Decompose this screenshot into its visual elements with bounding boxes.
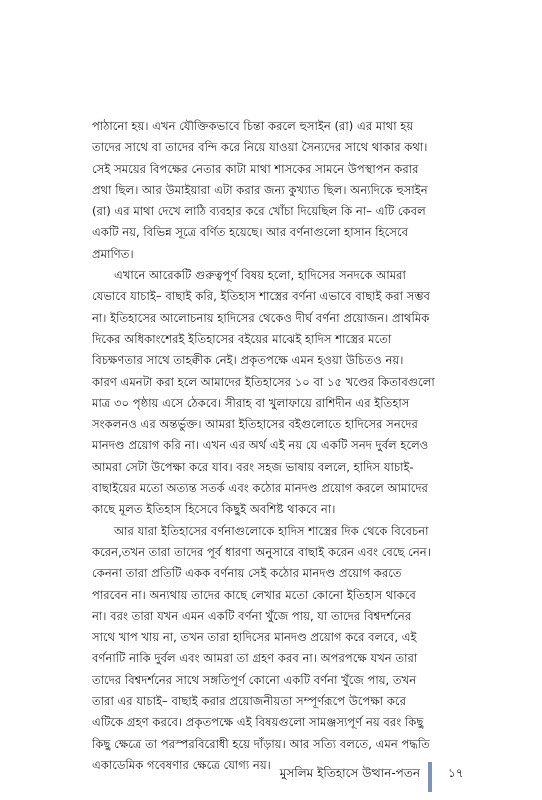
text-line: এটিকে গ্রহণ করবে। প্রকৃতপক্ষে এই বিষয়গুলো সামঞ্জস্যপূর্ণ নয় বরং কিছু xyxy=(92,715,424,730)
body-text xyxy=(92,116,449,776)
text-line: মাত্র ৩০ পৃষ্ঠায় এসে ঠেকবে। সীরাহ বা খুলাফায়ে রাশিদীন এর ইতিহাস xyxy=(92,395,410,410)
text-line: পারবেন না। অন্যথায় তাদের কাছে লেখার মতো কোনো ইতিহাস থাকবে xyxy=(92,587,416,602)
text-line: আর যারা ইতিহাসের বর্ণনাগুলোকে হাদিস শাস্ত্রের দিক থেকে বিবেচনা xyxy=(114,523,429,538)
page-footer xyxy=(0,762,542,786)
text-line: করেন,তখন তারা তাদের পূর্ব ধারণা অনুসারে বাছাই করেন এবং বেছে নেন। xyxy=(92,544,431,559)
text-line: না। বরং তারা যখন এমন একটি বর্ণনা খুঁজে পায়, যা তাদের বিশ্বদর্শনের xyxy=(92,608,412,623)
text-line: বর্ণনাটি নাকি দুর্বল এবং আমরা তা গ্রহণ করব না। অপরপক্ষে যখন তারা xyxy=(92,651,418,666)
text-line: তাদের সাথে বা তাদের বন্দি করে নিয়ে যাওয়া সৈন্যদের সাথে থাকার কথা। xyxy=(92,140,428,155)
text-line: কারণ এমনটা করা হলে আমাদের ইতিহাসের ১০ বা ১৫ খণ্ডের কিতাবগুলো xyxy=(92,374,435,389)
text-line: একাডেমিক গবেষণার ক্ষেত্রে যোগ্য নয়। xyxy=(92,757,271,772)
text-line: এখানে আরেকটি গুরুত্বপূর্ণ বিষয় হলো, হাদিসের সনদকে আমরা xyxy=(114,268,406,283)
text-line: না। ইতিহাসের আলোচনায় হাদিসের থেকেও দীর্ঘ বর্ণনা প্রয়োজন। প্রাথমিক xyxy=(92,310,430,325)
paragraph-1 xyxy=(92,116,449,265)
paragraph-3 xyxy=(92,521,449,777)
text-line: প্রমাণিত। xyxy=(92,246,134,261)
paragraph-2 xyxy=(92,265,449,521)
footer-divider xyxy=(428,762,432,792)
text-line: বিচক্ষণতার সাথে তাহক্বীক নেই। প্রকৃতপক্ষে এমন হওয়া উচিতও নয়। xyxy=(92,353,404,368)
text-line: সাথে খাপ খায় না, তখন তারা হাদিসের মানদণ্ড প্রয়োগ করে বলবে, এই xyxy=(92,630,417,645)
text-line: তারা এর যাচাই– বাছাই করার প্রয়োজনীয়তা সম্পূর্ণরূপে উপেক্ষা করে xyxy=(92,694,406,709)
text-line: কিছু ক্ষেত্রে তা পরস্পরবিরোধী হয়ে দাঁড়ায়। আর সত্যি বলতে, এমন পদ্ধতি xyxy=(92,736,430,751)
text-line: মানদণ্ড প্রয়োগ করি না। এখন এর অর্থ এই নয় যে একটি সনদ দুর্বল হলেও xyxy=(92,438,429,453)
text-line: সংকলনও এর অন্তর্ভুক্ত। আমরা ইতিহাসের বইগুলোতে হাদিসের সনদের xyxy=(92,417,418,432)
text-line: (রা) এর মাথা দেখে লাঠি ব্যবহার করে খোঁচা দিয়েছিল কি না– এটি কেবল xyxy=(92,204,426,219)
text-line: দিকের অধিকাংশেরই ইতিহাসের বইয়ের মাঝেই হাদিস শাস্ত্রের মতো xyxy=(92,331,392,346)
text-line: কাছে মূলত ইতিহাস হিসেবে কিছুই অবশিষ্ট থাকবে না। xyxy=(92,502,336,517)
text-line: সেই সময়ের বিপক্ষের নেতার কাটা মাথা শাসকের সামনে উপস্থাপন করার xyxy=(92,161,419,176)
text-line: কেননা তারা প্রতিটি একক বর্ণনায় সেই কঠোর মানদণ্ড প্রয়োগ করতে xyxy=(92,566,402,581)
text-line: তাদের বিশ্বদর্শনের সাথে সঙ্গতিপূর্ণ কোনো একটি বর্ণনা খুঁজে পায়, তখন xyxy=(92,672,417,687)
page-number: ১৭ xyxy=(448,766,464,780)
text-line: পাঠানো হয়। এখন যৌক্তিকভাবে চিন্তা করলে হুসাইন (রা) এর মাথা হয় xyxy=(92,119,414,133)
text-line: যেভাবে যাচাই– বাছাই করি, ইতিহাস শাস্ত্রের বর্ণনা এভাবে বাছাই করা সম্ভব xyxy=(92,289,430,304)
text-line: প্রথা ছিল। আর উমাইয়ারা এটা করার জন্য কুখ্যাত ছিল। অন্যদিকে হুসাইন xyxy=(92,182,428,197)
text-line: আমরা সেটা উপেক্ষা করে যাব। বরং সহজ ভাষায় বললে, হাদিস যাচাই- xyxy=(92,459,414,474)
running-head: মুসলিম ইতিহাসে উত্থান-পতন xyxy=(279,766,420,780)
text-line: বাছাইয়ের মতো অত্যন্ত সতর্ক এবং কঠোর মানদণ্ড প্রয়োগ করলে আমাদের xyxy=(92,481,428,496)
text-line: একটি নয়, বিভিন্ন সূত্রে বর্ণিত হয়েছে। আর বর্ণনাগুলো হাসান হিসেবে xyxy=(92,225,409,240)
